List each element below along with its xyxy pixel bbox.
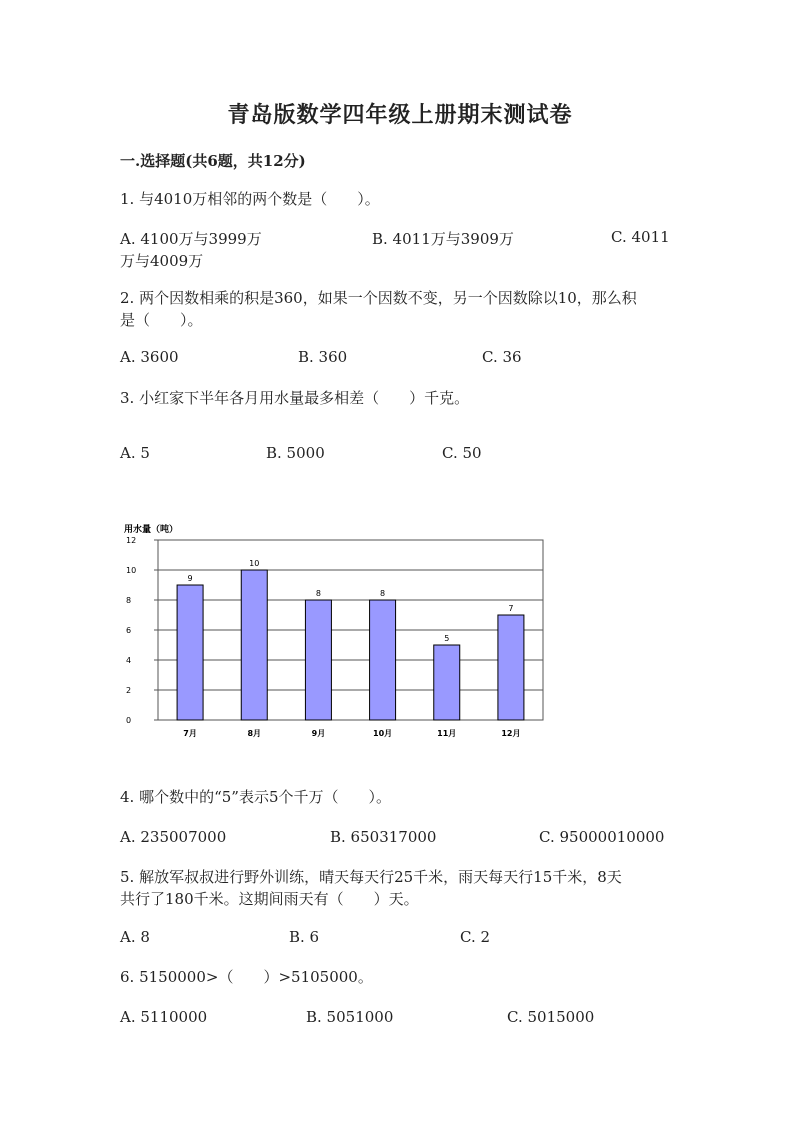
bar: [434, 645, 460, 720]
question-6-text: 6. 5150000>（ ）>5105000。: [120, 968, 373, 986]
y-tick-label: 0: [126, 716, 132, 725]
bar: [498, 615, 524, 720]
x-category-label: 12月: [501, 729, 521, 738]
x-category-label: 9月: [311, 729, 326, 738]
question-3-option-c[interactable]: C. 50: [442, 444, 482, 462]
bar: [370, 600, 396, 720]
y-tick-label: 12: [126, 536, 137, 545]
x-category-label: 10月: [373, 729, 393, 738]
question-4-text: 4. 哪个数中的“5”表示5个千万（ ）。: [120, 788, 392, 806]
question-2-option-a[interactable]: A. 3600: [120, 348, 179, 366]
bar: [305, 600, 331, 720]
bar-value-label: 7: [508, 604, 514, 613]
question-6-option-b[interactable]: B. 5051000: [306, 1008, 394, 1026]
question-6-option-c[interactable]: C. 5015000: [507, 1008, 595, 1026]
bar-value-label: 8: [315, 589, 321, 598]
question-3-text: 3. 小红家下半年各月用水量最多相差（ ）千克。: [120, 389, 470, 407]
y-tick-label: 2: [126, 686, 132, 695]
question-3-option-b[interactable]: B. 5000: [266, 444, 325, 462]
question-4-option-b[interactable]: B. 650317000: [330, 828, 437, 846]
bar: [241, 570, 267, 720]
question-5-text-line2: 共行了180千米。这期间雨天有（ ）天。: [120, 890, 419, 908]
question-1-option-c-continued: 万与4009万: [120, 252, 204, 270]
y-axis-label: 用水量（吨）: [124, 525, 179, 535]
y-tick-label: 4: [126, 656, 132, 665]
bar: [177, 585, 203, 720]
question-2-text-line2: 是（ ）。: [120, 311, 203, 329]
y-tick-label: 10: [126, 566, 137, 575]
question-2-option-c[interactable]: C. 36: [482, 348, 522, 366]
bar-value-label: 8: [380, 589, 386, 598]
question-6-option-a[interactable]: A. 5110000: [120, 1008, 208, 1026]
x-category-label: 11月: [437, 729, 457, 738]
page-title: 青岛版数学四年级上册期末测试卷: [227, 102, 573, 128]
question-1-option-b[interactable]: B. 4011万与3909万: [372, 230, 514, 248]
question-1-text: 1. 与4010万相邻的两个数是（ ）。: [120, 190, 380, 208]
question-5-option-c[interactable]: C. 2: [460, 928, 491, 946]
bar-value-label: 9: [187, 574, 193, 583]
question-4-option-a[interactable]: A. 235007000: [120, 828, 227, 846]
question-2-text: 2. 两个因数相乘的积是360，如果一个因数不变，另一个因数除以10，那么积: [120, 289, 637, 307]
question-2-option-b[interactable]: B. 360: [298, 348, 348, 366]
question-4-option-c[interactable]: C. 95000010000: [539, 828, 665, 846]
x-category-label: 8月: [247, 729, 262, 738]
y-tick-label: 8: [126, 596, 132, 605]
bar-value-label: 10: [249, 559, 260, 568]
question-5-option-b[interactable]: B. 6: [289, 928, 320, 946]
y-tick-label: 6: [126, 626, 132, 635]
question-5-text: 5. 解放军叔叔进行野外训练，晴天每天行25千米，雨天每天行15千米，8天: [120, 868, 622, 886]
question-1-option-a[interactable]: A. 4100万与3999万: [120, 230, 262, 248]
water-usage-bar-chart: [110, 520, 570, 750]
bar-value-label: 5: [444, 634, 450, 643]
x-category-label: 7月: [183, 729, 197, 738]
question-5-option-a[interactable]: A. 8: [120, 928, 150, 946]
section-heading: 一.选择题(共6题，共12分): [120, 152, 306, 170]
question-1-option-c[interactable]: C. 4011: [611, 228, 670, 246]
question-3-option-a[interactable]: A. 5: [120, 444, 150, 462]
